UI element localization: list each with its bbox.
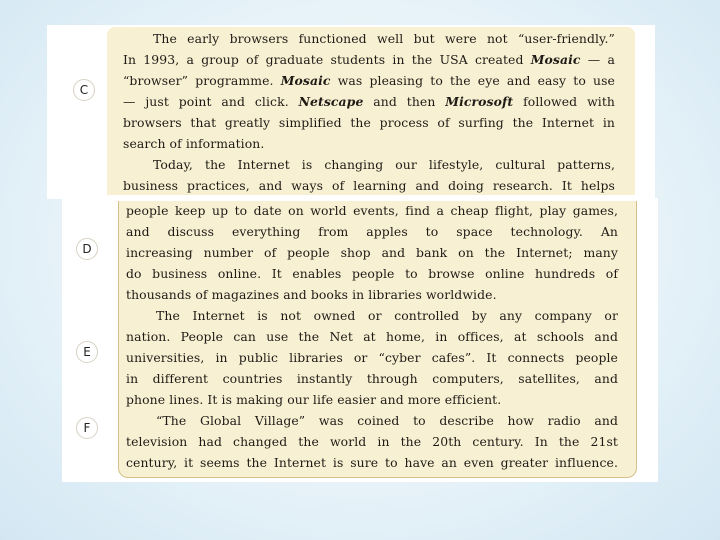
text-line: television had changed the world in the 20th century. In the 21st bbox=[126, 434, 618, 449]
text-line: — just point and click. Netscape and then Microsoft followed with bbox=[123, 94, 615, 109]
text-line: phone lines. It is making our life easier and more efficient. bbox=[126, 392, 502, 407]
paragraph-label-d: D bbox=[76, 238, 98, 260]
text-line: In 1993, a group of graduate students in the USA created Mosaic — a bbox=[123, 52, 615, 67]
text-line: search of information. bbox=[123, 136, 265, 151]
paragraph-label-f: F bbox=[76, 417, 98, 439]
text-line: “browser” programme. Mosaic was pleasing to the eye and easy to use bbox=[123, 73, 615, 88]
text-line: browsers that greatly simplified the process of surfing the Internet in bbox=[123, 115, 615, 130]
text-line: nation. People can use the Net at home, in offices, at schools and bbox=[126, 329, 618, 344]
text-line: Today, the Internet is changing our lifestyle, cultural patterns, bbox=[153, 157, 615, 172]
text-line: thousands of magazines and books in libraries worldwide. bbox=[126, 287, 497, 302]
text-line: universities, in public libraries or “cyber cafes”. It connects people bbox=[126, 350, 618, 365]
text-line: do business online. It enables people to browse online hundreds of bbox=[126, 266, 618, 281]
text-line: increasing number of people shop and bank on the Internet; many bbox=[126, 245, 618, 260]
text-line: business practices, and ways of learning and doing research. It helps bbox=[123, 178, 615, 193]
text-line: “The Global Village” was coined to describe how radio and bbox=[156, 413, 618, 428]
text-line: century, it seems the Internet is sure to have an even greater influence. bbox=[126, 455, 618, 470]
text-line: people keep up to date on world events, find a cheap flight, play games, bbox=[126, 203, 618, 218]
text-line: and discuss everything from apples to space technology. An bbox=[126, 224, 618, 239]
text-line: in different countries instantly through computers, satellites, and bbox=[126, 371, 618, 386]
paragraph-label-c: C bbox=[73, 79, 95, 101]
text-line: The early browsers functioned well but were not “user-friendly.” bbox=[153, 31, 615, 46]
paragraph-label-e: E bbox=[76, 341, 98, 363]
text-line: The Internet is not owned or controlled by any company or bbox=[156, 308, 618, 323]
